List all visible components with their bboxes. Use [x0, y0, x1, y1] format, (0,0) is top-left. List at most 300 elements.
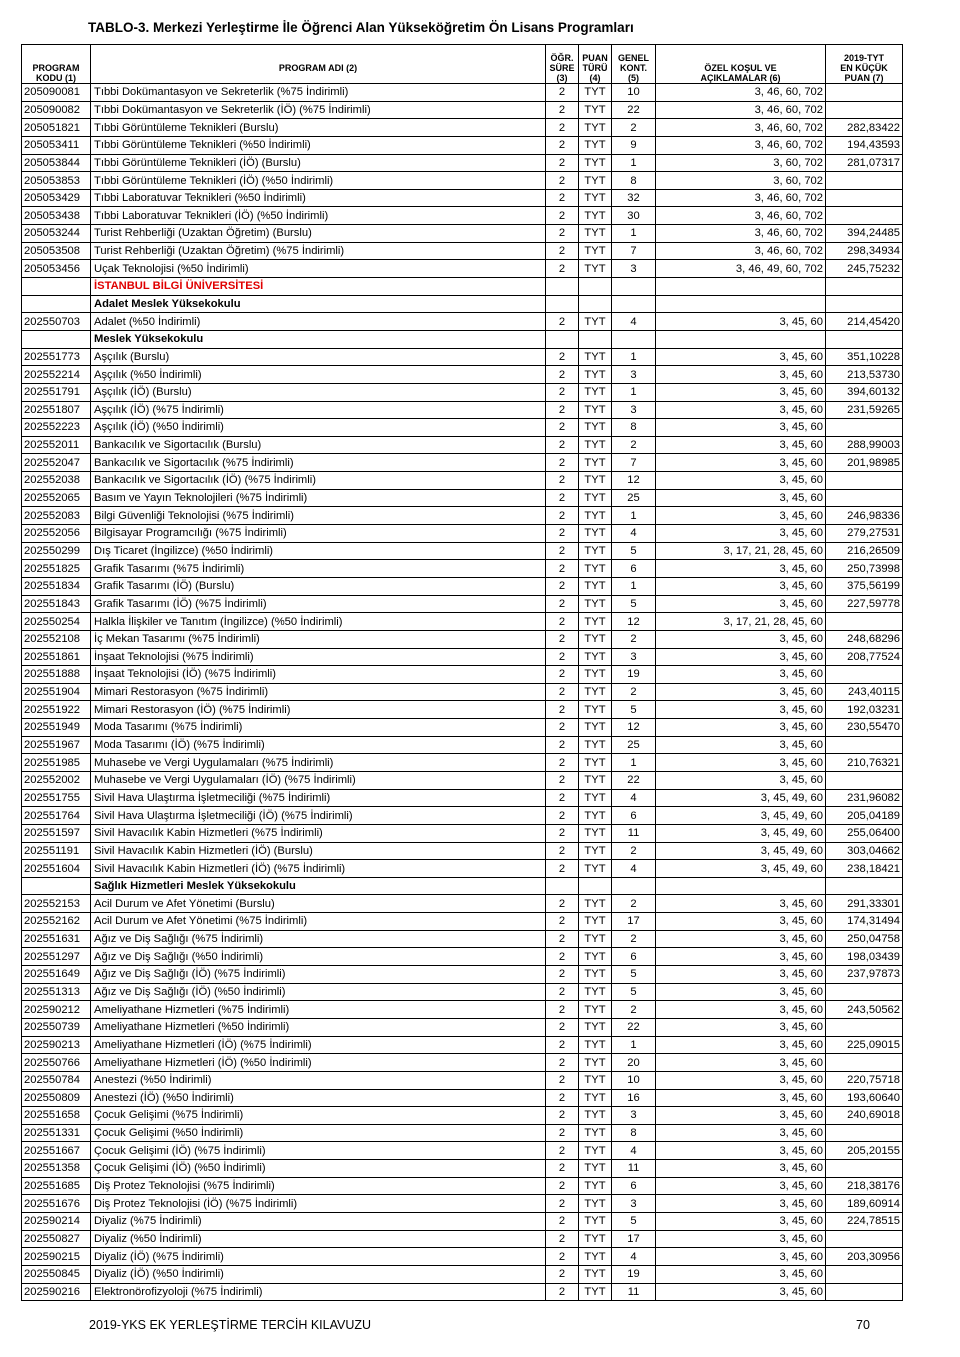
table-row	[22, 419, 903, 437]
cell-score-type: TYT	[579, 207, 612, 225]
cell-duration: 2	[546, 719, 579, 737]
cell-quota: 3	[612, 401, 656, 419]
cell-duration: 2	[546, 736, 579, 754]
cell-score-type: TYT	[579, 525, 612, 543]
cell-program-name: Ameliyathane Hizmetleri (%50 İndirimli)	[91, 1018, 546, 1036]
cell-conditions	[656, 278, 826, 296]
cell-conditions: 3, 45, 60	[656, 754, 826, 772]
cell-program-code: 202551949	[22, 719, 91, 737]
cell-quota: 1	[612, 754, 656, 772]
cell-score-type	[579, 295, 612, 313]
cell-duration: 2	[546, 207, 579, 225]
table-row	[22, 436, 903, 454]
table-row	[22, 966, 903, 984]
cell-duration: 2	[546, 1265, 579, 1283]
cell-duration: 2	[546, 648, 579, 666]
table-row	[22, 136, 903, 154]
table-row	[22, 1177, 903, 1195]
cell-quota: 17	[612, 913, 656, 931]
cell-quota: 4	[612, 313, 656, 331]
cell-score-type: TYT	[579, 1195, 612, 1213]
cell-program-name: Turist Rehberliği (Uzaktan Öğretim) (Burslu)	[91, 225, 546, 243]
cell-min-score: 255,06400	[826, 824, 903, 842]
cell-duration: 2	[546, 348, 579, 366]
table-row	[22, 1107, 903, 1125]
cell-quota: 19	[612, 1265, 656, 1283]
cell-program-code: 202552153	[22, 895, 91, 913]
cell-quota: 11	[612, 1160, 656, 1178]
cell-quota: 2	[612, 683, 656, 701]
cell-duration: 2	[546, 101, 579, 119]
cell-min-score: 208,77524	[826, 648, 903, 666]
cell-conditions: 3, 45, 60	[656, 966, 826, 984]
table-row	[22, 542, 903, 560]
table-row	[22, 613, 903, 631]
cell-program-name: Diş Protez Teknolojisi (%75 İndirimli)	[91, 1177, 546, 1195]
table-row	[22, 701, 903, 719]
cell-score-type: TYT	[579, 383, 612, 401]
cell-min-score: 194,43593	[826, 136, 903, 154]
cell-quota: 2	[612, 895, 656, 913]
cell-conditions: 3, 45, 49, 60	[656, 807, 826, 825]
cell-program-code: 202552002	[22, 771, 91, 789]
cell-quota: 32	[612, 189, 656, 207]
cell-program-code: 202551191	[22, 842, 91, 860]
cell-quota: 22	[612, 1018, 656, 1036]
cell-program-code: 202590215	[22, 1248, 91, 1266]
cell-min-score	[826, 419, 903, 437]
table-row	[22, 489, 903, 507]
cell-program-name: Sivil Hava Ulaştırma İşletmeciliği (%75 İndirimli)	[91, 789, 546, 807]
cell-program-name: İnşaat Teknolojisi (%75 İndirimli)	[91, 648, 546, 666]
cell-score-type: TYT	[579, 577, 612, 595]
cell-quota: 1	[612, 225, 656, 243]
cell-conditions: 3, 45, 60	[656, 507, 826, 525]
cell-program-code: 202551331	[22, 1124, 91, 1142]
cell-program-name: Aşçılık (%50 İndirimli)	[91, 366, 546, 384]
cell-score-type: TYT	[579, 1071, 612, 1089]
cell-duration: 2	[546, 84, 579, 102]
cell-conditions: 3, 45, 60	[656, 401, 826, 419]
cell-score-type: TYT	[579, 242, 612, 260]
cell-duration	[546, 278, 579, 296]
cell-conditions: 3, 45, 60	[656, 736, 826, 754]
cell-score-type: TYT	[579, 860, 612, 878]
table-row	[22, 1248, 903, 1266]
cell-program-name: Tıbbi Laboratuvar Teknikleri (%50 İndirimli)	[91, 189, 546, 207]
cell-score-type: TYT	[579, 630, 612, 648]
cell-program-code: 202552011	[22, 436, 91, 454]
cell-score-type: TYT	[579, 348, 612, 366]
cell-conditions: 3, 45, 60	[656, 1107, 826, 1125]
cell-duration: 2	[546, 242, 579, 260]
cell-min-score: 205,20155	[826, 1142, 903, 1160]
cell-quota: 1	[612, 507, 656, 525]
cell-program-code: 202551358	[22, 1160, 91, 1178]
cell-quota: 3	[612, 260, 656, 278]
cell-conditions: 3, 46, 60, 702	[656, 242, 826, 260]
table-row	[22, 154, 903, 172]
table-row	[22, 1089, 903, 1107]
cell-program-name: Ameliyathane Hizmetleri (%75 İndirimli)	[91, 1001, 546, 1019]
cell-min-score: 375,56199	[826, 577, 903, 595]
cell-quota: 2	[612, 119, 656, 137]
cell-min-score	[826, 983, 903, 1001]
cell-program-name: Ağız ve Diş Sağlığı (İÖ) (%75 İndirimli)	[91, 966, 546, 984]
cell-program-name: Diyaliz (%75 İndirimli)	[91, 1213, 546, 1231]
cell-quota: 12	[612, 472, 656, 490]
table-row	[22, 807, 903, 825]
cell-quota: 8	[612, 419, 656, 437]
table-row	[22, 683, 903, 701]
cell-duration: 2	[546, 913, 579, 931]
cell-program-name: Ağız ve Diş Sağlığı (İÖ) (%50 İndirimli)	[91, 983, 546, 1001]
table-row	[22, 948, 903, 966]
cell-quota: 7	[612, 242, 656, 260]
cell-conditions: 3, 45, 60	[656, 366, 826, 384]
cell-min-score	[826, 84, 903, 102]
table-row	[22, 666, 903, 684]
cell-duration: 2	[546, 1213, 579, 1231]
cell-quota: 12	[612, 719, 656, 737]
section-row	[22, 330, 903, 348]
cell-conditions: 3, 45, 60	[656, 1160, 826, 1178]
cell-program-code: 202551667	[22, 1142, 91, 1160]
cell-program-code	[22, 278, 91, 296]
cell-program-name: Ameliyathane Hizmetleri (İÖ) (%50 İndirimli)	[91, 1054, 546, 1072]
cell-quota: 6	[612, 1177, 656, 1195]
cell-program-code: 202590213	[22, 1036, 91, 1054]
table-row	[22, 824, 903, 842]
cell-program-name: Aşçılık (Burslu)	[91, 348, 546, 366]
cell-duration: 2	[546, 1195, 579, 1213]
cell-quota: 22	[612, 771, 656, 789]
cell-duration: 2	[546, 560, 579, 578]
cell-program-name: Turist Rehberliği (Uzaktan Öğretim) (%75 İndirimli)	[91, 242, 546, 260]
cell-score-type: TYT	[579, 966, 612, 984]
cell-program-code: 202551904	[22, 683, 91, 701]
cell-score-type: TYT	[579, 1107, 612, 1125]
cell-duration: 2	[546, 119, 579, 137]
cell-quota: 6	[612, 807, 656, 825]
cell-program-code: 202550845	[22, 1265, 91, 1283]
table-row	[22, 189, 903, 207]
cell-score-type: TYT	[579, 983, 612, 1001]
cell-quota	[612, 330, 656, 348]
cell-min-score: 237,97873	[826, 966, 903, 984]
cell-program-code: 205053853	[22, 172, 91, 190]
header-conditions: ÖZEL KOŞUL VE AÇIKLAMALAR (6)	[656, 45, 826, 84]
cell-conditions: 3, 45, 60	[656, 683, 826, 701]
cell-program-name: Sağlık Hizmetleri Meslek Yüksekokulu	[91, 877, 546, 895]
cell-quota: 2	[612, 1001, 656, 1019]
table-row	[22, 983, 903, 1001]
university-row	[22, 278, 903, 296]
cell-program-name: Acil Durum ve Afet Yönetimi (Burslu)	[91, 895, 546, 913]
table-row	[22, 348, 903, 366]
cell-conditions: 3, 45, 60	[656, 1195, 826, 1213]
cell-duration: 2	[546, 613, 579, 631]
cell-conditions: 3, 45, 60	[656, 1213, 826, 1231]
cell-duration: 2	[546, 1160, 579, 1178]
table-header	[22, 45, 903, 84]
table-row	[22, 1265, 903, 1283]
cell-program-name: Halkla İlişkiler ve Tanıtım (İngilizce) (%50 İndirimli)	[91, 613, 546, 631]
cell-program-code: 202550739	[22, 1018, 91, 1036]
cell-program-code: 202551755	[22, 789, 91, 807]
cell-conditions: 3, 45, 60	[656, 666, 826, 684]
cell-score-type: TYT	[579, 542, 612, 560]
cell-conditions: 3, 45, 60	[656, 1265, 826, 1283]
cell-conditions: 3, 46, 60, 702	[656, 207, 826, 225]
cell-score-type: TYT	[579, 913, 612, 931]
cell-min-score: 216,26509	[826, 542, 903, 560]
cell-program-code: 202551764	[22, 807, 91, 825]
cell-program-name: Anestezi (İÖ) (%50 İndirimli)	[91, 1089, 546, 1107]
cell-min-score: 225,09015	[826, 1036, 903, 1054]
cell-program-name: Uçak Teknolojisi (%50 İndirimli)	[91, 260, 546, 278]
table-row	[22, 1071, 903, 1089]
cell-program-code	[22, 295, 91, 313]
cell-program-name: Sivil Havacılık Kabin Hizmetleri (%75 İndirimli)	[91, 824, 546, 842]
cell-conditions: 3, 45, 49, 60	[656, 824, 826, 842]
cell-program-code: 205053429	[22, 189, 91, 207]
cell-conditions: 3, 45, 60	[656, 913, 826, 931]
cell-min-score	[826, 736, 903, 754]
table-row	[22, 1054, 903, 1072]
cell-program-code: 202590216	[22, 1283, 91, 1301]
cell-program-code: 202551685	[22, 1177, 91, 1195]
cell-conditions: 3, 45, 49, 60	[656, 842, 826, 860]
footer-guide-title: 2019-YKS EK YERLEŞTİRME TERCİH KILAVUZU	[89, 1318, 372, 1332]
cell-min-score: 205,04189	[826, 807, 903, 825]
table-row	[22, 1195, 903, 1213]
cell-min-score: 220,75718	[826, 1071, 903, 1089]
cell-score-type: TYT	[579, 719, 612, 737]
cell-min-score	[826, 278, 903, 296]
cell-duration: 2	[546, 595, 579, 613]
cell-quota: 3	[612, 1195, 656, 1213]
cell-duration: 2	[546, 1001, 579, 1019]
cell-quota: 1	[612, 383, 656, 401]
table-row	[22, 577, 903, 595]
cell-program-code: 202550784	[22, 1071, 91, 1089]
cell-score-type: TYT	[579, 1283, 612, 1301]
cell-conditions	[656, 295, 826, 313]
cell-duration: 2	[546, 666, 579, 684]
cell-duration: 2	[546, 683, 579, 701]
cell-duration: 2	[546, 1177, 579, 1195]
cell-quota: 20	[612, 1054, 656, 1072]
cell-min-score	[826, 101, 903, 119]
cell-conditions: 3, 45, 60	[656, 489, 826, 507]
cell-min-score: 394,60132	[826, 383, 903, 401]
cell-conditions	[656, 330, 826, 348]
cell-quota: 5	[612, 966, 656, 984]
cell-score-type: TYT	[579, 842, 612, 860]
cell-quota: 25	[612, 736, 656, 754]
cell-conditions: 3, 45, 60	[656, 1018, 826, 1036]
cell-min-score: 230,55470	[826, 719, 903, 737]
table-row	[22, 507, 903, 525]
cell-min-score	[826, 472, 903, 490]
cell-program-code: 202551807	[22, 401, 91, 419]
cell-duration: 2	[546, 1248, 579, 1266]
cell-program-name: Grafik Tasarımı (%75 İndirimli)	[91, 560, 546, 578]
cell-program-name: Elektronörofizyoloji (%75 İndirimli)	[91, 1283, 546, 1301]
cell-quota: 3	[612, 648, 656, 666]
cell-duration: 2	[546, 895, 579, 913]
cell-score-type: TYT	[579, 1018, 612, 1036]
cell-program-name: Aşçılık (İÖ) (%50 İndirimli)	[91, 419, 546, 437]
cell-duration: 2	[546, 472, 579, 490]
cell-program-name: Tıbbi Görüntüleme Teknikleri (İÖ) (Burslu)	[91, 154, 546, 172]
header-min-score: 2019-TYT EN KÜÇÜK PUAN (7)	[826, 45, 903, 84]
cell-score-type: TYT	[579, 613, 612, 631]
cell-min-score	[826, 1124, 903, 1142]
cell-quota: 11	[612, 1283, 656, 1301]
cell-score-type: TYT	[579, 172, 612, 190]
table-row	[22, 1230, 903, 1248]
cell-min-score	[826, 1160, 903, 1178]
cell-min-score: 214,45420	[826, 313, 903, 331]
cell-duration: 2	[546, 930, 579, 948]
cell-program-code: 202551985	[22, 754, 91, 772]
cell-conditions: 3, 45, 60	[656, 419, 826, 437]
cell-duration: 2	[546, 630, 579, 648]
cell-score-type: TYT	[579, 489, 612, 507]
cell-min-score: 224,78515	[826, 1213, 903, 1231]
cell-min-score: 282,83422	[826, 119, 903, 137]
table-row	[22, 1142, 903, 1160]
cell-quota: 5	[612, 595, 656, 613]
cell-min-score	[826, 771, 903, 789]
cell-program-name: Diyaliz (İÖ) (%50 İndirimli)	[91, 1265, 546, 1283]
cell-quota: 8	[612, 172, 656, 190]
cell-duration: 2	[546, 260, 579, 278]
cell-min-score: 193,60640	[826, 1089, 903, 1107]
cell-duration: 2	[546, 1089, 579, 1107]
cell-duration: 2	[546, 525, 579, 543]
table-row	[22, 119, 903, 137]
cell-min-score: 201,98985	[826, 454, 903, 472]
cell-duration	[546, 877, 579, 895]
cell-score-type: TYT	[579, 1001, 612, 1019]
cell-quota: 5	[612, 701, 656, 719]
cell-score-type: TYT	[579, 189, 612, 207]
cell-program-name: Diyaliz (İÖ) (%75 İndirimli)	[91, 1248, 546, 1266]
header-name: PROGRAM ADI (2)	[91, 45, 546, 84]
cell-program-code: 202552214	[22, 366, 91, 384]
cell-quota: 2	[612, 842, 656, 860]
cell-program-code: 202550827	[22, 1230, 91, 1248]
cell-min-score: 213,53730	[826, 366, 903, 384]
cell-duration: 2	[546, 842, 579, 860]
cell-quota: 7	[612, 454, 656, 472]
cell-conditions: 3, 46, 60, 702	[656, 84, 826, 102]
section-row	[22, 295, 903, 313]
table-row	[22, 789, 903, 807]
cell-program-code: 202551597	[22, 824, 91, 842]
cell-conditions: 3, 45, 60	[656, 595, 826, 613]
cell-conditions: 3, 45, 60	[656, 454, 826, 472]
cell-program-code: 205053438	[22, 207, 91, 225]
cell-score-type	[579, 278, 612, 296]
cell-duration	[546, 295, 579, 313]
table-row	[22, 101, 903, 119]
cell-score-type: TYT	[579, 754, 612, 772]
cell-program-name: Bankacılık ve Sigortacılık (İÖ) (%75 İndirimli)	[91, 472, 546, 490]
cell-quota: 1	[612, 348, 656, 366]
table-body	[22, 84, 903, 1301]
cell-quota: 4	[612, 525, 656, 543]
cell-quota: 12	[612, 613, 656, 631]
cell-program-name: Ameliyathane Hizmetleri (İÖ) (%75 İndirimli)	[91, 1036, 546, 1054]
table-row	[22, 648, 903, 666]
table-row	[22, 754, 903, 772]
cell-program-code: 202552108	[22, 630, 91, 648]
cell-quota: 16	[612, 1089, 656, 1107]
cell-duration: 2	[546, 454, 579, 472]
cell-min-score: 298,34934	[826, 242, 903, 260]
cell-score-type: TYT	[579, 895, 612, 913]
cell-min-score: 203,30956	[826, 1248, 903, 1266]
cell-min-score: 227,59778	[826, 595, 903, 613]
cell-conditions: 3, 45, 60	[656, 560, 826, 578]
cell-conditions: 3, 45, 60	[656, 1089, 826, 1107]
cell-conditions: 3, 45, 60	[656, 948, 826, 966]
table-row	[22, 1124, 903, 1142]
cell-quota: 1	[612, 577, 656, 595]
cell-min-score: 240,69018	[826, 1107, 903, 1125]
cell-quota	[612, 278, 656, 296]
cell-program-name: Moda Tasarımı (%75 İndirimli)	[91, 719, 546, 737]
cell-min-score	[826, 172, 903, 190]
cell-min-score: 218,38176	[826, 1177, 903, 1195]
cell-quota: 2	[612, 436, 656, 454]
cell-duration: 2	[546, 507, 579, 525]
table-row	[22, 913, 903, 931]
cell-program-name: Grafik Tasarımı (İÖ) (Burslu)	[91, 577, 546, 595]
cell-score-type: TYT	[579, 1054, 612, 1072]
cell-program-name: Diyaliz (%50 İndirimli)	[91, 1230, 546, 1248]
cell-score-type: TYT	[579, 1230, 612, 1248]
cell-duration: 2	[546, 1124, 579, 1142]
cell-min-score: 210,76321	[826, 754, 903, 772]
cell-min-score: 198,03439	[826, 948, 903, 966]
cell-conditions: 3, 45, 60	[656, 1283, 826, 1301]
cell-quota: 4	[612, 860, 656, 878]
table-row	[22, 930, 903, 948]
table-row	[22, 895, 903, 913]
header-quota: GENEL KONT. (5)	[612, 45, 656, 84]
cell-program-code: 205053508	[22, 242, 91, 260]
table-row	[22, 383, 903, 401]
cell-program-name: Adalet (%50 İndirimli)	[91, 313, 546, 331]
cell-score-type: TYT	[579, 1248, 612, 1266]
cell-duration: 2	[546, 1071, 579, 1089]
cell-program-code: 205053244	[22, 225, 91, 243]
cell-program-code: 205051821	[22, 119, 91, 137]
table-row	[22, 260, 903, 278]
page-number: 70	[856, 1318, 870, 1332]
table-row	[22, 1001, 903, 1019]
table-row	[22, 719, 903, 737]
cell-quota: 19	[612, 666, 656, 684]
cell-score-type: TYT	[579, 101, 612, 119]
table-row	[22, 366, 903, 384]
cell-conditions: 3, 45, 60	[656, 1142, 826, 1160]
